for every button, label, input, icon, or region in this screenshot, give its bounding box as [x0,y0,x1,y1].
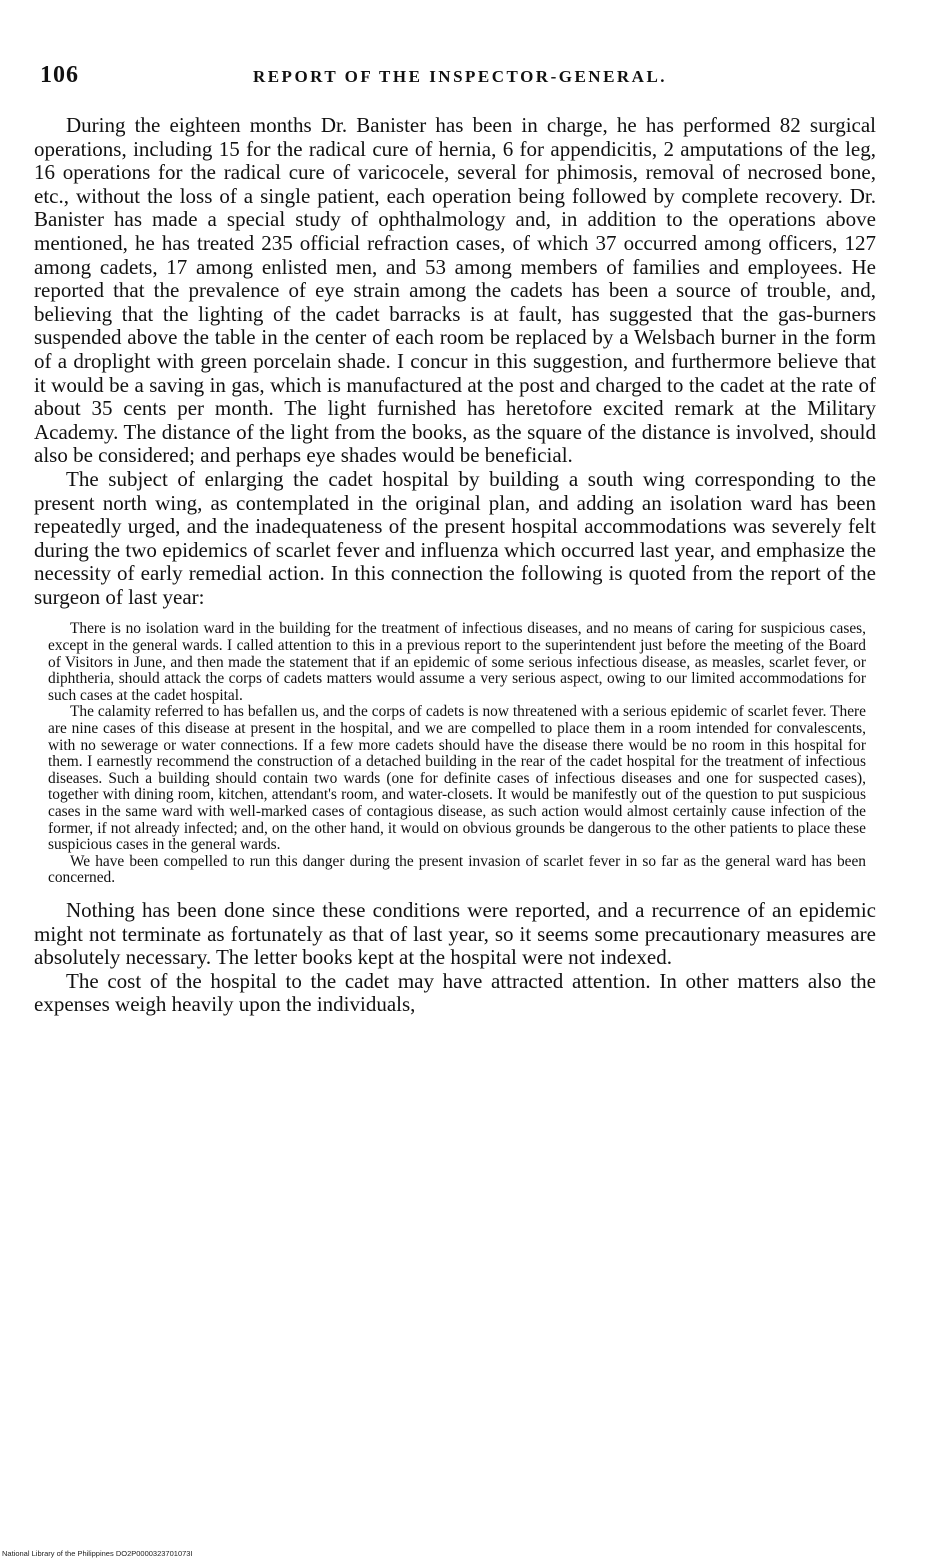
running-head: REPORT OF THE INSPECTOR-GENERAL. [252,67,668,86]
paragraph-precautionary-measures: Nothing has been done since these conditions were reported, and a recurrence of an epidemic might not terminate as fortunately as that of last year, so it seems some precautionary measures are absolutely necessary. The letter books kept at the hospital were not indexed. [34,897,876,970]
paragraph-hospital-cost: The cost of the hospital to the cadet may have attracted attention. In other matters also the expenses weigh heavily upon the individuals, [34,968,876,1017]
quote-paragraph-scarlet-fever: The calamity referred to has befallen us, and the corps of cadets is now threatened with a serious epidemic of scarlet fever. There are nine cases of this disease at present in the hospital, and we are compelled to place them in a room intended for convalescents, with no sewerage or water connections. If a few more cadets should have the disease there would be no room in this hospital for them. I earnestly recommend the construction of a detached building in the rear of the cadet hospital for the treatment of infectious diseases. Such a building should contain two wards (one for definite cases of infectious diseases and one for suspected cases), together with dining room, kitchen, attendant's room, and water-closets. It would be manifestly out of the question to put suspicious cases in the same ward with well-marked cases of contagious disease, as such action would almost certainly cause infection of the former, if not already infected; and, on the other hand, it would on obvious grounds be dangerous to the other patients to place these suspicious cases in the general wards. [48,703,866,854]
body-text [34,114,876,1017]
quoted-surgeon-report [48,621,866,887]
scan-footer: National Library of the Philippines DO2P0000323701073I [2,1549,193,1558]
page-number: 106 [40,62,79,88]
paragraph-surgical-operations: During the eighteen months Dr. Banister has been in charge, he has performed 82 surgical operations, including 15 for the radical cure of hernia, 6 for appendicitis, 2 amputations of the leg, 16 operations for the radical cure of varicocele, several for phimosis, removal of necrosed bone, etc., without the loss of a single patient, each operation being followed by complete recovery. Dr. Banister has made a special study of ophthalmology and, in addition to the operations above mentioned, he has treated 235 official refraction cases, of which 37 occurred among officers, 127 among cadets, 17 among enlisted men, and 53 among members of families and employees. He reported that the prevalence of eye strain among the cadets has been a source of trouble, and, believing that the lighting of the cadet barracks is at fault, has suggested that the gas-burners suspended above the table in the center of each room be replaced by a Welsbach burner in the form of a droplight with green porcelain shade. I concur in this suggestion, and furthermore believe that it would be a saving in gas, which is manufactured at the post and charged to the cadet at the rate of about 35 cents per month. The light furnished has heretofore excited remark at the Military Academy. The distance of the light from the books, as the square of the distance is involved, should also be considered; and perhaps eye shades would be beneficial. [34,113,876,468]
paragraph-hospital-enlargement: The subject of enlarging the cadet hospital by building a south wing corresponding to the present north wing, as contemplated in the original plan, and adding an isolation ward has been repeatedly urged, and the inadequateness of the present hospital accommodations was severely felt during the two epidemics of scarlet fever and influenza which occurred last year, and emphasize the necessity of early remedial action. In this connection the following is quoted from the report of the surgeon of last year: [34,466,876,609]
quote-paragraph-general-ward: We have been compelled to run this danger during the present invasion of scarlet fever in so far as the general ward has been concerned. [48,852,866,887]
page-header [40,62,880,96]
quote-paragraph-isolation-ward: There is no isolation ward in the building for the treatment of infectious diseases, and no means of caring for suspicious cases, except in the general wards. I called attention to this in a previous report to the superintendent just before the meeting of the Board of Visitors in June, and then made the statement that if an epidemic of some serious infectious disease, as measles, scarlet fever, or diphtheria, should attack the corps of cadets matters would assume a very serious aspect, owing to our limited accommodations for such cases at the cadet hospital. [48,620,866,704]
